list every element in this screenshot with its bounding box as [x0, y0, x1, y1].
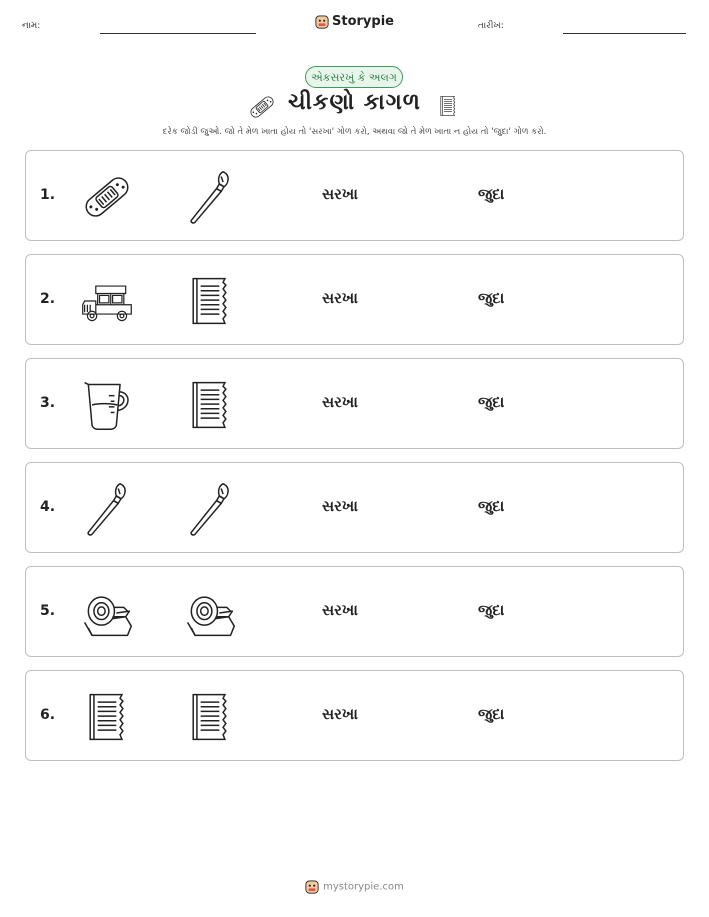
- different-option[interactable]: જુદા: [478, 601, 505, 619]
- storypie-logo-icon: [305, 880, 319, 894]
- same-option[interactable]: સરખા: [322, 497, 358, 515]
- question-number: 5.: [40, 603, 56, 619]
- question-number: 3.: [40, 395, 56, 411]
- name-label: નામ:: [22, 21, 41, 31]
- notepad-icon: [181, 377, 239, 433]
- tape-dispenser-icon: [181, 585, 239, 641]
- bandage-icon: [78, 169, 136, 225]
- same-option[interactable]: સરખા: [322, 705, 358, 723]
- notepad-icon: [78, 689, 136, 745]
- instructions: દરેક જોડી જુઓ. જો તે મેળ ખાતા હોય તો 'સરખા' ગોળ કરો, અથવા જો તે મેળ ખાતા ન હોય તો 'જુદા' ગોળ કરો.: [162, 127, 547, 137]
- same-option[interactable]: સરખા: [322, 393, 358, 411]
- category-tag: એકસરખું કે અલગ: [305, 66, 403, 88]
- footer: [0, 880, 709, 894]
- question-row-2: [25, 254, 684, 345]
- paintbrush-icon: [181, 481, 239, 537]
- footer-url[interactable]: mystorypie.com: [323, 881, 404, 893]
- question-row-4: [25, 462, 684, 553]
- date-label: તારીખ:: [478, 21, 504, 31]
- brand-logo: [0, 14, 709, 29]
- question-number: 4.: [40, 499, 56, 515]
- measuring-cup-icon: [78, 377, 136, 433]
- different-option[interactable]: જુદા: [478, 185, 505, 203]
- same-option[interactable]: સરખા: [322, 185, 358, 203]
- same-option[interactable]: સરખા: [322, 289, 358, 307]
- same-option[interactable]: સરખા: [322, 601, 358, 619]
- notepad-icon: [181, 689, 239, 745]
- tape-dispenser-icon: [78, 585, 136, 641]
- page-title: ચીકણો કાગળ: [288, 90, 421, 115]
- different-option[interactable]: જુદા: [478, 289, 505, 307]
- vintage-car-icon: [78, 273, 136, 329]
- paintbrush-icon: [181, 169, 239, 225]
- storypie-logo-icon: [315, 15, 329, 29]
- question-number: 2.: [40, 291, 56, 307]
- paintbrush-icon: [78, 481, 136, 537]
- different-option[interactable]: જુદા: [478, 497, 505, 515]
- question-number: 1.: [40, 187, 56, 203]
- notepad-icon: [181, 273, 239, 329]
- brand-name: Storypie: [332, 14, 394, 29]
- notepad-icon: [436, 93, 460, 119]
- date-line[interactable]: [563, 33, 686, 34]
- question-row-5: [25, 566, 684, 657]
- different-option[interactable]: જુદા: [478, 393, 505, 411]
- name-line[interactable]: [100, 33, 256, 34]
- question-row-3: [25, 358, 684, 449]
- question-row-1: [25, 150, 684, 241]
- question-row-6: [25, 670, 684, 761]
- question-number: 6.: [40, 707, 56, 723]
- different-option[interactable]: જુદા: [478, 705, 505, 723]
